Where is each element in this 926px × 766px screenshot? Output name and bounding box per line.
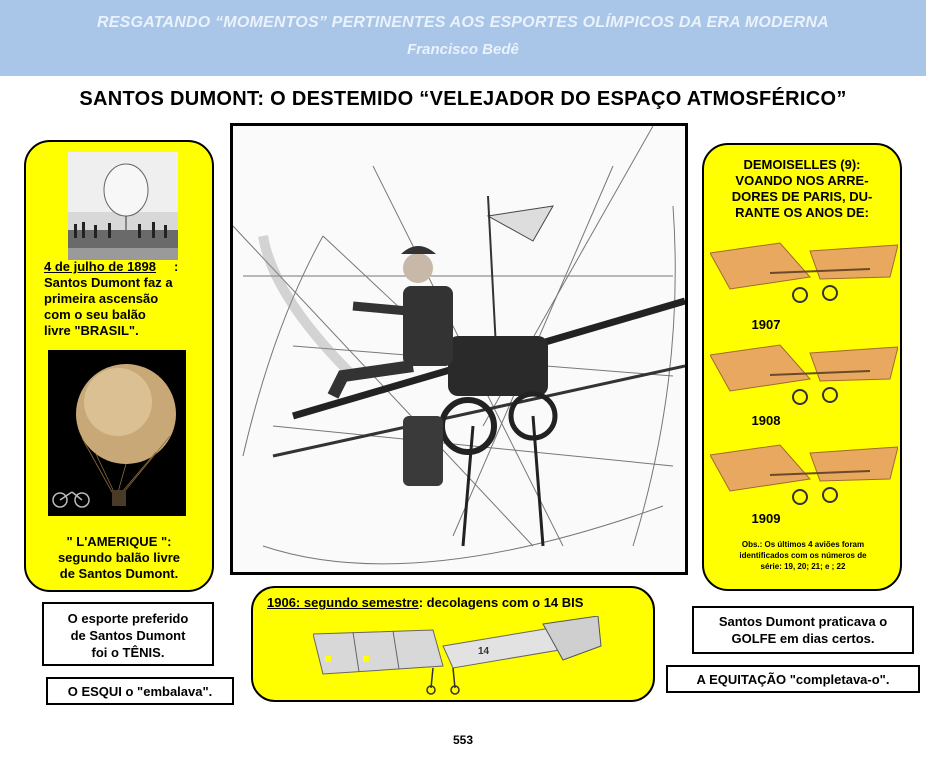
demoiselle-plane-1909 [710,435,898,511]
demoiselle-plane-1907 [710,233,898,309]
demoiselles-obs-2: identificados com os números de [739,551,867,560]
demoiselle-year-1907: 1907 [751,317,781,332]
tenis-line-1: O esporte preferido [67,611,189,626]
demoiselle-year-1909: 1909 [751,511,781,526]
main-photo-frame [230,123,688,575]
balloon-amerique-photo [48,350,186,516]
14bis-panel [251,586,655,702]
golfe-box [692,606,914,654]
demoiselles-heading-3: DORES DE PARIS, DU- [731,189,873,204]
demoiselles-heading-4: RANTE OS ANOS DE: [735,205,869,220]
header-author: Francisco Bedê [407,41,519,58]
demoiselles-obs-3: série: 19, 20; 21; e ; 22 [760,562,846,571]
equitacao-text: A EQUITAÇÃO "completava-o". [696,672,890,687]
esqui-text: O ESQUI o "embalava". [67,684,213,699]
tenis-line-2: de Santos Dumont [70,628,186,643]
balloon-text-2: primeira ascensão [44,291,159,306]
page-number: 553 [452,733,474,747]
page-header [0,0,926,76]
demoiselles-heading-1: DEMOISELLES (9): [743,157,861,172]
demoiselles-panel [702,143,902,591]
demoiselles-heading-2: VOANDO NOS ARRE- [735,173,869,188]
tenis-box [42,602,214,666]
header-series-title: RESGATANDO “MOMENTOS” PERTINENTES AOS ESPORTES OLÍMPICOS DA ERA MODERNA [97,14,829,31]
demoiselle-plane-1908 [710,335,898,411]
balloon-brasil-photo [68,152,178,260]
amerique-caption-1: " L'AMERIQUE ": [66,534,172,549]
equitacao-box [666,665,920,693]
esqui-box [46,677,234,705]
demoiselle-year-1908: 1908 [751,413,781,428]
14bis-date: 1906: segundo semestre [267,595,419,610]
14bis-plane-image [313,616,603,700]
golfe-line-1: Santos Dumont praticava o [718,614,888,629]
14bis-text: : decolagens com o 14 BIS [418,595,584,610]
balloon-panel [24,140,214,592]
amerique-caption-2: segundo balão livre [57,550,181,565]
demoiselle-pilot-photo [233,126,685,572]
amerique-caption-3: de Santos Dumont. [59,566,179,581]
balloon-text-4: livre "BRASIL". [44,323,139,338]
14bis-caption [267,595,583,610]
14bis-plane-label: 14 [478,646,490,657]
balloon-text-3: com o seu balão [44,307,146,322]
page-title: SANTOS DUMONT: O DESTEMIDO “VELEJADOR DO ESPAÇO ATMOSFÉRICO” [79,88,847,110]
tenis-line-3: foi o TÊNIS. [91,645,165,660]
demoiselles-obs-1: Obs.: Os últimos 4 aviões foram [741,540,865,549]
balloon-date-colon: : [174,259,179,274]
balloon-text-1: Santos Dumont faz a [44,275,173,290]
golfe-line-2: GOLFE em dias certos. [731,631,875,646]
balloon-date: 4 de julho de 1898 [44,259,156,274]
